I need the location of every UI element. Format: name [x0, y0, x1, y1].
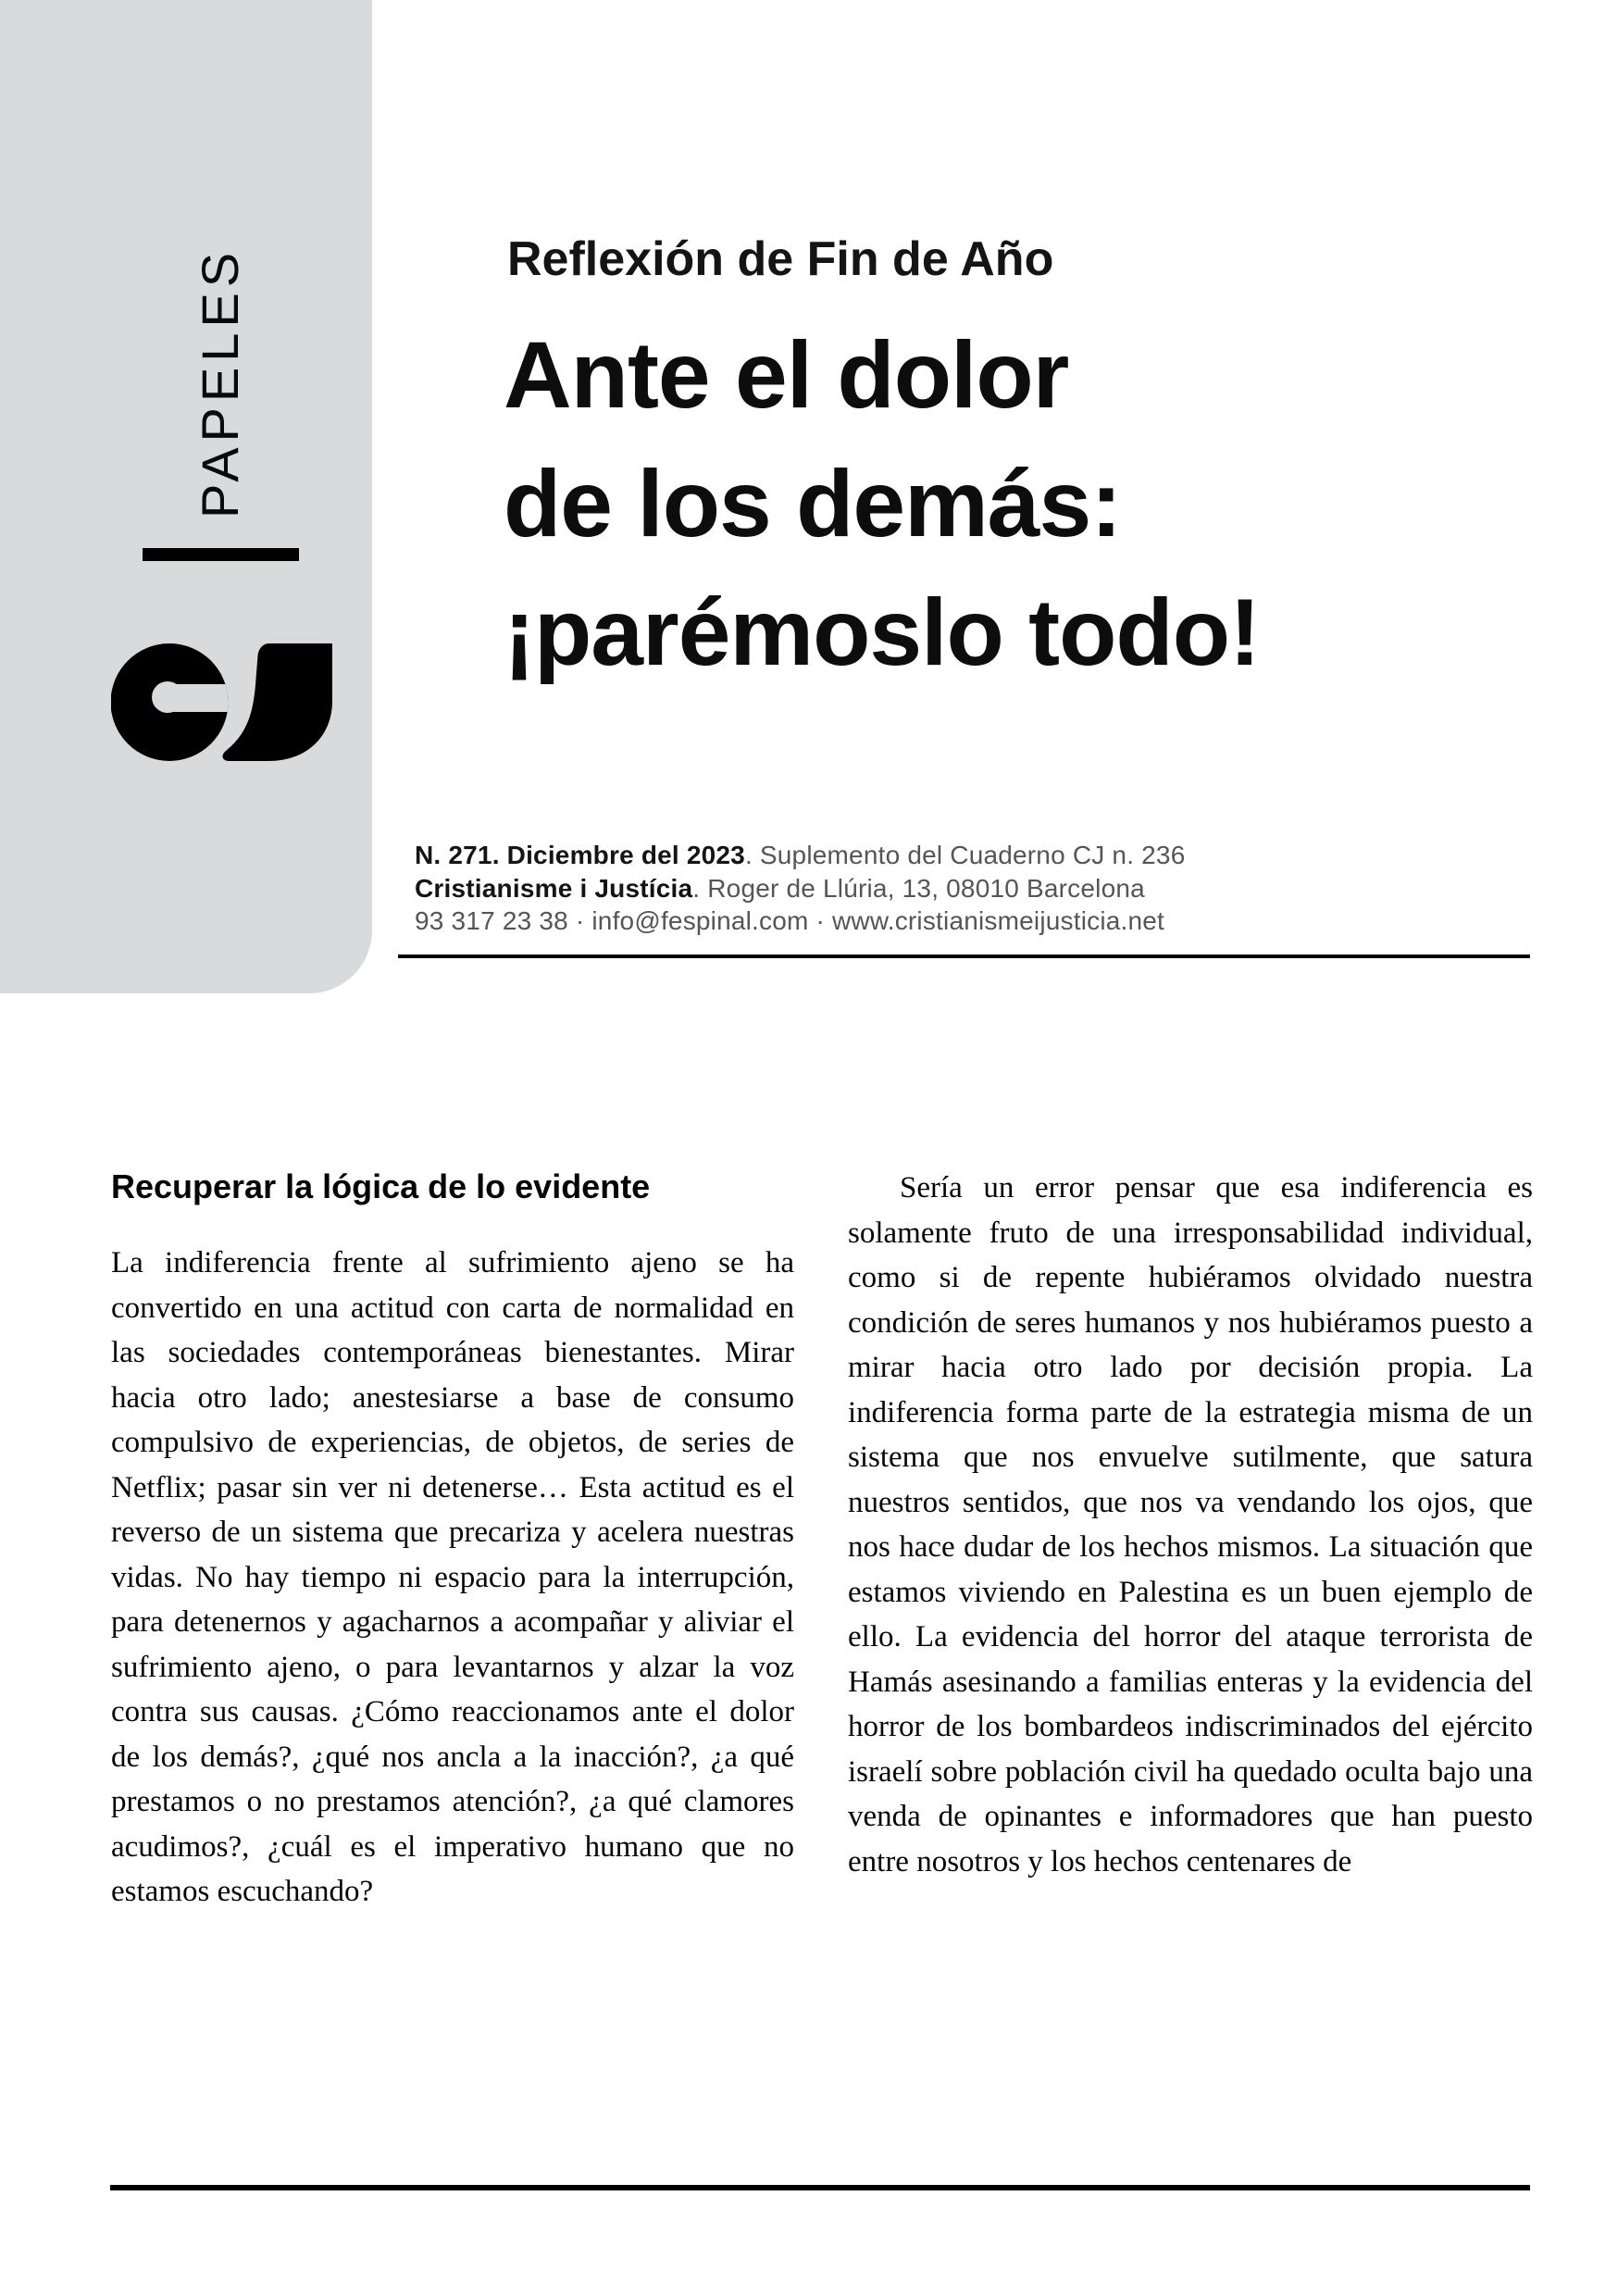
org-line	[415, 872, 1185, 905]
org-address: . Roger de Llúria, 13, 08010 Barcelona	[692, 873, 1145, 903]
title-line-3: ¡parémoslo todo!	[504, 580, 1260, 685]
issue-metadata	[415, 839, 1185, 938]
page-title	[504, 311, 1260, 697]
issue-number: N. 271. Diciembre del 2023	[415, 841, 745, 869]
cj-logo-icon	[111, 643, 333, 761]
contact-line: 93 317 23 38 · info@fespinal.com · www.cristianismeijusticia.net	[415, 906, 1165, 935]
kicker-subtitle: Reflexión de Fin de Año	[507, 232, 1054, 286]
masthead-dash	[143, 548, 299, 561]
issue-supplement: . Suplemento del Cuaderno CJ n. 236	[744, 841, 1186, 869]
papeles-vertical-label: PAPELES	[191, 246, 249, 518]
left-column	[111, 1168, 794, 1915]
masthead-panel	[0, 0, 372, 993]
title-line-2: de los demás:	[504, 451, 1122, 556]
title-line-1: Ante el dolor	[504, 322, 1069, 428]
org-name: Cristianisme i Justícia	[415, 873, 693, 903]
issue-line	[415, 839, 1185, 872]
right-column	[848, 1166, 1533, 1884]
left-column-paragraph: La indiferencia frente al sufrimiento ajeno se ha convertido en una actitud con carta de normalidad en las sociedades contemporáneas bienestantes. Mirar hacia otro lado; anestesiarse a base de consumo compulsivo de experiencias, de objetos, de series de Netflix; pasar sin ver ni detenerse… Esta actitud es el reverso de un sistema que precariza y acelera nuestras vidas. No hay tiempo ni espacio para la interrupción, para detenernos y agacharnos a acompañar y aliviar el sufrimiento ajeno, o para levantarnos y alzar la voz contra sus causas. ¿Cómo reaccionamos ante el dolor de los demás?, ¿qué nos ancla a la inacción?, ¿a qué prestamos o no prestamos atención?, ¿a qué clamores acudimos?, ¿cuál es el imperativo humano que no estamos escuchando?	[111, 1246, 794, 1908]
footer-rule	[110, 2185, 1530, 2190]
header-rule	[398, 955, 1530, 958]
section-heading: Recuperar la lógica de lo evidente	[111, 1167, 651, 1205]
right-column-paragraph: Sería un error pensar que esa indiferencia es solamente fruto de una irresponsabilidad individual, como si de repente hubiéramos olvidado nuestra condición de seres humanos y nos hubiéramos puesto a mirar hacia otro lado por decisión propia. La indiferencia forma parte de la estrategia misma de un sistema que nos envuelve sutilmente, que satura nuestros sentidos, que nos va vendando los ojos, que nos hace dudar de los hechos mismos. La situación que estamos viviendo en Palestina es un buen ejemplo de ello. La evidencia del horror del ataque terrorista de Hamás asesinando a familias enteras y la evidencia del horror de los bombardeos indiscriminados del ejército israelí sobre población civil ha quedado oculta bajo una venda de opinantes e informadores que han puesto entre nosotros y los hechos centenares de	[848, 1171, 1533, 1878]
